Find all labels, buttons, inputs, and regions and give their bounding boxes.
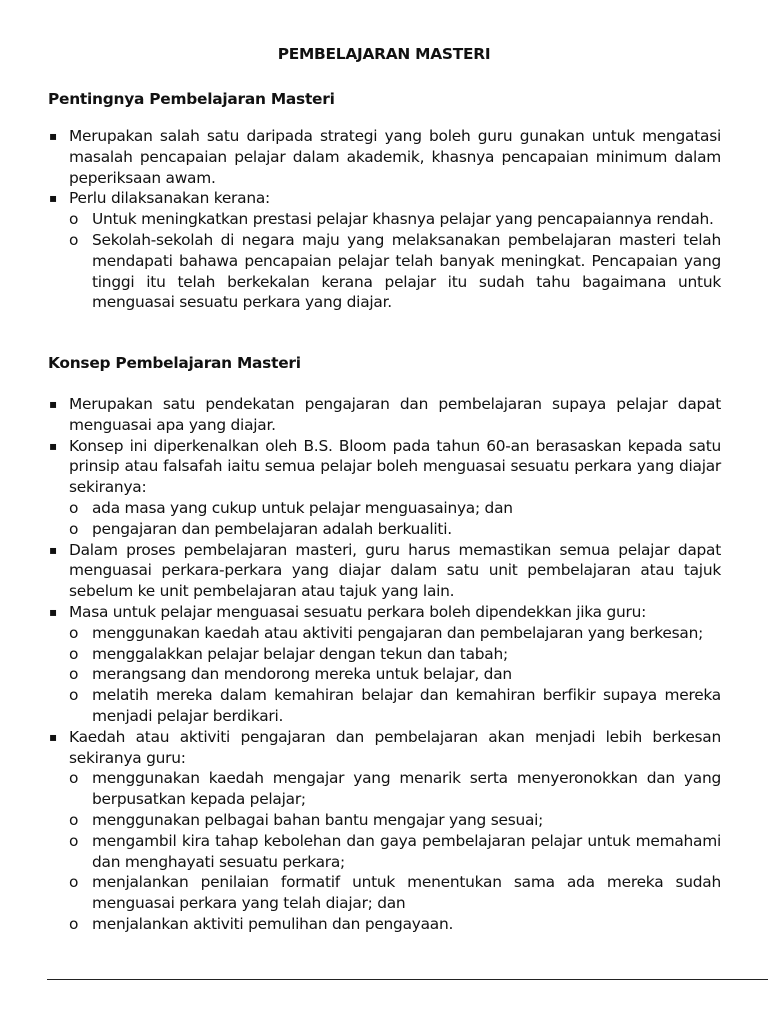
circle-bullet-icon: o (69, 623, 79, 642)
section-list-konsep (48, 394, 721, 935)
sub-list (69, 209, 721, 313)
circle-bullet-icon: o (69, 498, 79, 517)
list-item (48, 602, 721, 727)
sub-list-item (48, 831, 721, 873)
circle-bullet-icon: o (69, 686, 79, 705)
square-bullet-icon: ▪ (49, 191, 57, 206)
list-item (48, 540, 721, 602)
sub-list-item (48, 768, 721, 810)
list-item-text: Merupakan salah satu daripada strategi yang boleh guru gunakan untuk mengatasi masalah pencapaian pelajar dalam akademik, khasnya pencapaian minimum dalam peperiksaan awam. (69, 127, 721, 187)
section-list-pentingnya (48, 126, 721, 313)
sub-list-item (48, 810, 721, 831)
sub-list (69, 623, 721, 727)
circle-bullet-icon: o (69, 230, 79, 249)
sub-list-item (48, 519, 721, 540)
sub-list (69, 768, 721, 934)
footer-divider (47, 979, 768, 980)
sub-list-item-text: Sekolah-sekolah di negara maju yang melaksanakan pembelajaran masteri telah mendapati bahawa pencapaian pelajar telah banyak meningkat. Pencapaian yang tinggi itu telah berkekalan kerana pelajar itu sudah tahu bagaimana untuk menguasai sesuatu perkara yang diajar. (92, 230, 721, 312)
document-title: PEMBELAJARAN MASTERI (277, 45, 491, 63)
sub-list-item (48, 498, 721, 519)
list-item-text: Dalam proses pembelajaran masteri, guru harus memastikan semua pelajar dapat menguasai perkara-perkara yang diajar dalam satu unit pembelajaran atau tajuk sebelum ke unit pembelajaran atau tajuk yang lain. (69, 540, 721, 601)
circle-bullet-icon: o (69, 210, 79, 229)
section-heading-pentingnya: Pentingnya Pembelajaran Masteri (48, 90, 335, 108)
square-bullet-icon: ▪ (49, 397, 57, 411)
sub-list-item (48, 872, 721, 914)
sub-list-item-text: menggunakan kaedah atau aktiviti pengajaran dan pembelajaran yang berkesan; (92, 623, 704, 642)
square-bullet-icon: ▪ (49, 129, 57, 143)
circle-bullet-icon: o (69, 519, 79, 538)
sub-list-item (48, 914, 721, 935)
sub-list-item-text: menjalankan penilaian formatif untuk menentukan sama ada mereka sudah menguasai perkara yang telah diajar; dan (92, 873, 721, 913)
list-item-text: Perlu dilaksanakan kerana: (69, 189, 270, 208)
square-bullet-icon: ▪ (49, 729, 57, 744)
square-bullet-icon: ▪ (49, 542, 57, 557)
sub-list-item (48, 623, 721, 644)
square-bullet-icon: ▪ (49, 604, 57, 619)
list-item-text: Konsep ini diperkenalkan oleh B.S. Bloom pada tahun 60-an berasaskan kepada satu prinsip atau falsafah iaitu semua pelajar boleh menguasai sesuatu perkara yang diajar sekiranya: (69, 436, 721, 497)
sub-list-item (48, 209, 721, 230)
sub-list-item-text: menjalankan aktiviti pemulihan dan pengayaan. (92, 914, 454, 933)
circle-bullet-icon: o (69, 665, 79, 684)
sub-list-item-text: pengajaran dan pembelajaran adalah berkualiti. (92, 519, 452, 538)
sub-list-item (48, 664, 721, 685)
circle-bullet-icon: o (69, 644, 79, 663)
sub-list-item-text: menggalakkan pelajar belajar dengan tekun dan tabah; (92, 644, 508, 663)
list-item (48, 188, 721, 313)
square-bullet-icon: ▪ (49, 438, 57, 453)
list-item-text: Merupakan satu pendekatan pengajaran dan pembelajaran supaya pelajar dapat menguasai apa yang diajar. (69, 395, 721, 434)
sub-list (69, 498, 721, 540)
sub-list-item-text: ada masa yang cukup untuk pelajar menguasainya; dan (92, 498, 513, 517)
sub-list-item (48, 685, 721, 727)
list-item (48, 126, 721, 188)
list-item (48, 394, 721, 436)
sub-list-item-text: mengambil kira tahap kebolehan dan gaya pembelajaran pelajar untuk memahami dan menghayati sesuatu perkara; (92, 831, 721, 871)
sub-list-item-text: merangsang dan mendorong mereka untuk belajar, dan (92, 665, 512, 684)
list-item (48, 727, 721, 935)
sub-list-item-text: menggunakan kaedah mengajar yang menarik serta menyeronokkan dan yang berpusatkan kepada pelajar; (92, 769, 721, 809)
circle-bullet-icon: o (69, 810, 79, 829)
list-item (48, 436, 721, 540)
circle-bullet-icon: o (69, 914, 79, 933)
sub-list-item (48, 230, 721, 313)
circle-bullet-icon: o (69, 831, 79, 850)
circle-bullet-icon: o (69, 873, 79, 892)
sub-list-item-text: menggunakan pelbagai bahan bantu mengajar yang sesuai; (92, 810, 544, 829)
list-item-text: Masa untuk pelajar menguasai sesuatu perkara boleh dipendekkan jika guru: (69, 602, 647, 621)
section-heading-konsep: Konsep Pembelajaran Masteri (48, 354, 301, 372)
circle-bullet-icon: o (69, 769, 79, 788)
list-item-text: Kaedah atau aktiviti pengajaran dan pembelajaran akan menjadi lebih berkesan sekiranya guru: (69, 727, 721, 767)
sub-list-item (48, 644, 721, 665)
sub-list-item-text: Untuk meningkatkan prestasi pelajar khasnya pelajar yang pencapaiannya rendah. (92, 210, 714, 229)
sub-list-item-text: melatih mereka dalam kemahiran belajar dan kemahiran berfikir supaya mereka menjadi pelajar berdikari. (92, 686, 721, 725)
